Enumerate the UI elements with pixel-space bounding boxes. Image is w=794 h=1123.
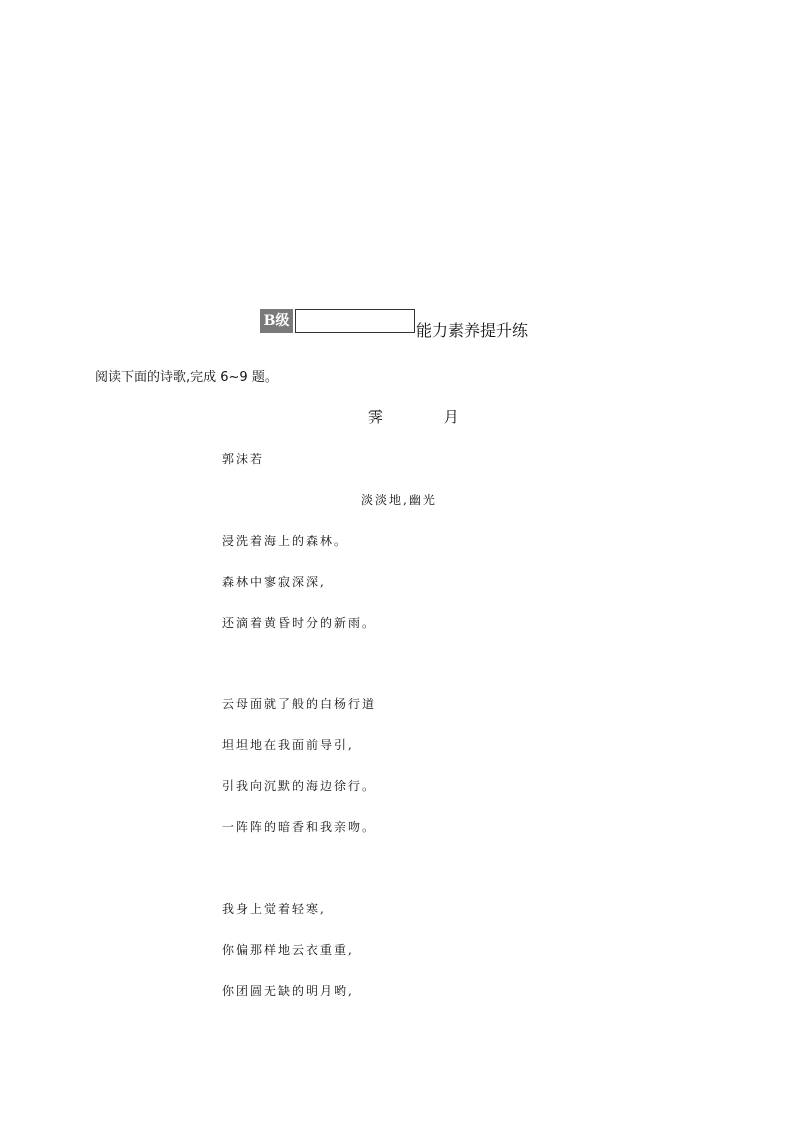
- poem-line: 你团圆无缺的明月哟,: [222, 984, 354, 998]
- poem-line: 还滴着黄昏时分的新雨。: [222, 616, 377, 630]
- poem-first-line: 淡淡地,幽光: [361, 493, 437, 507]
- level-badge: B级: [260, 309, 293, 333]
- poem-line: 云母面就了般的白杨行道: [222, 697, 377, 711]
- score-blank-box: [295, 309, 415, 333]
- poem-line: 坦坦地在我面前导引,: [222, 738, 354, 752]
- poem-line: 我身上觉着轻寒,: [222, 902, 326, 916]
- poem-line: 引我向沉默的海边徐行。: [222, 779, 377, 793]
- poem-line: 一阵阵的暗香和我亲吻。: [222, 820, 377, 834]
- poem-title: 霁 月: [368, 408, 487, 426]
- section-header: [260, 309, 529, 340]
- poem-line: 森林中寥寂深深,: [222, 575, 326, 589]
- poem-author: 郭沫若: [222, 452, 265, 466]
- question-instruction: 阅读下面的诗歌,完成 6~9 题。: [95, 370, 278, 385]
- section-title: 能力素养提升练: [416, 321, 529, 340]
- poem-line: 你偏那样地云衣重重,: [222, 943, 354, 957]
- poem-line: 浸洗着海上的森林。: [222, 534, 349, 548]
